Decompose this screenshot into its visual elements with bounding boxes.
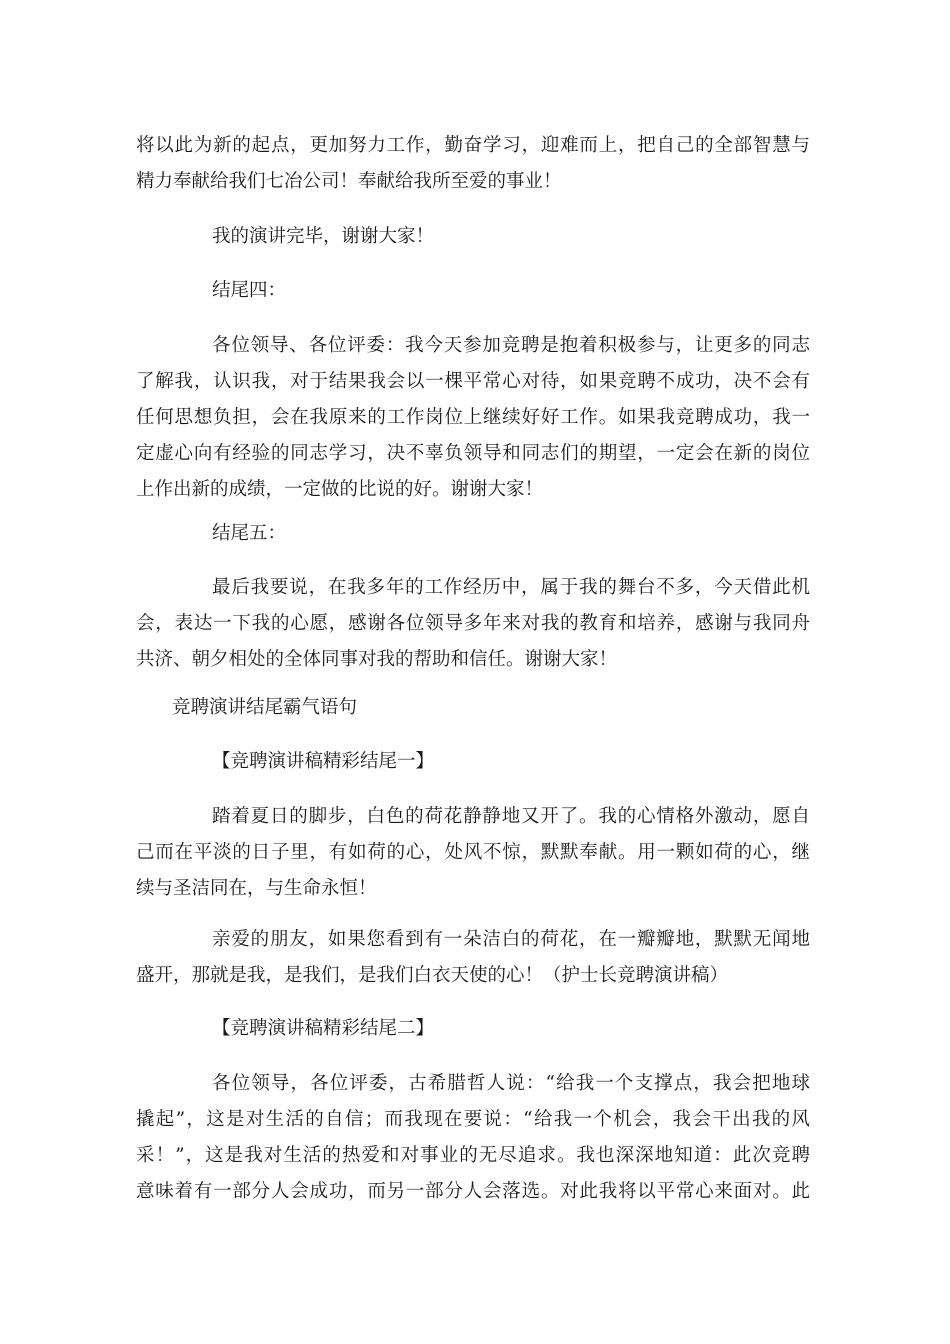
text-line: 任何思想负担，会在我原来的工作岗位上继续好好工作。如果我竞聘成功，我一 <box>136 407 810 428</box>
subsection-heading-two <box>136 1011 810 1047</box>
text-line: 最后我要说，在我多年的工作经历中，属于我的舞台不多，今天借此机 <box>212 577 810 598</box>
text-line: 采！”，这是我对生活的热爱和对事业的无尽追求。我也深深地知道：此次竞聘 <box>136 1145 810 1166</box>
text-line: 定虚心向有经验的同志学习，决不辜负领导和同志们的期望，一定会在新的岗位 <box>136 443 810 464</box>
text-line: 己而在平淡的日子里，有如荷的心，处风不惊，默默奉献。用一颗如荷的心，继 <box>136 842 810 863</box>
paragraph-friend <box>136 922 810 994</box>
text-line: 结尾五： <box>212 523 287 544</box>
text-line: 我的演讲完毕，谢谢大家！ <box>212 226 435 247</box>
paragraph-continued <box>136 128 810 200</box>
paragraph-fulcrum <box>136 1066 810 1210</box>
text-line: 各位领导，各位评委，古希腊哲人说：“给我一个支撑点，我会把地球 <box>212 1073 810 1094</box>
text-line: 上作出新的成绩，一定做的比说的好。谢谢大家！ <box>136 479 544 500</box>
paragraph-ending-four <box>136 328 810 508</box>
text-line: 意味着有一部分人会成功，而另一部分人会落选。对此我将以平常心来面对。此 <box>136 1181 810 1202</box>
text-line: 竞聘演讲结尾霸气语句 <box>172 697 358 718</box>
text-line: 踏着夏日的脚步，白色的荷花静静地又开了。我的心情格外激动，愿自 <box>212 806 810 827</box>
text-line: 各位领导、各位评委：我今天参加竞聘是抱着积极参与，让更多的同志 <box>212 335 810 356</box>
text-line: 了解我，认识我，对于结果我会以一棵平常心对待，如果竞聘不成功，决不会有 <box>136 371 810 392</box>
section-heading-ending-four <box>136 273 810 309</box>
paragraph-lotus <box>136 799 810 907</box>
text-line: 将以此为新的起点，更加努力工作，勤奋学习，迎难而上，把自己的全部智慧与 <box>136 135 810 156</box>
text-line: 结尾四： <box>212 280 287 301</box>
text-line: 会，表达一下我的心愿，感谢各位领导多年来对我的教育和培养，感谢与我同舟 <box>136 613 810 634</box>
section-title <box>136 690 810 726</box>
text-line: 精力奉献给我们七冶公司！奉献给我所至爱的事业！ <box>136 171 562 192</box>
closing-line <box>136 219 810 255</box>
paragraph-ending-five <box>136 570 810 678</box>
section-heading-ending-five <box>136 516 810 552</box>
text-line: 共济、朝夕相处的全体同事对我的帮助和信任。谢谢大家！ <box>136 649 618 670</box>
text-line: 盛开，那就是我，是我们，是我们白衣天使的心！（护士长竞聘演讲稿） <box>136 965 729 986</box>
subsection-heading-one <box>136 744 810 780</box>
text-line: 【竞聘演讲稿精彩结尾一】 <box>212 751 435 772</box>
text-line: 续与圣洁同在，与生命永恒！ <box>136 878 377 899</box>
text-line: 【竞聘演讲稿精彩结尾二】 <box>212 1018 435 1039</box>
text-line: 撬起”，这是对生活的自信；而我现在要说：“给我一个机会，我会干出我的风 <box>136 1109 810 1130</box>
text-line: 亲爱的朋友，如果您看到有一朵洁白的荷花，在一瓣瓣地，默默无闻地 <box>212 929 810 950</box>
